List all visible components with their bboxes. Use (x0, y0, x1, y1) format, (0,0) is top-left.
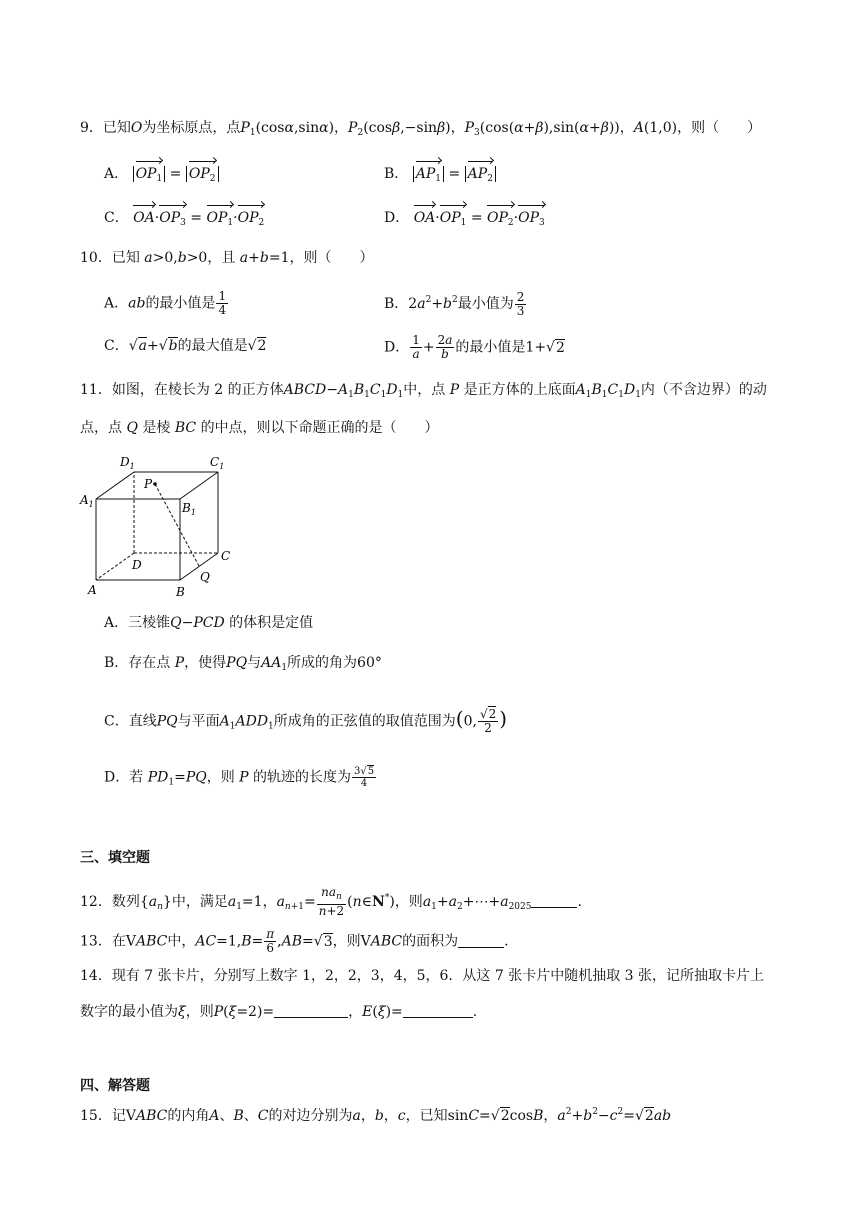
label-c1: $C_1$ (210, 455, 225, 471)
q11-line2-mid: 是棱 (142, 420, 171, 436)
q10-option-c-text: 的最大值是 (177, 338, 248, 354)
q10-stem-pre: 10．已知 (80, 250, 140, 266)
q10-option-b-label: B． (384, 296, 409, 312)
q11-option-b-end: 所成的角为 (287, 655, 358, 671)
q14-line1: 14．现有 7 张卡片，分别写上数字 1，2，2，3，4，5，6．从这 7 张卡片中随机抽取 3 张，记所抽取卡片上 (80, 968, 765, 984)
q15-mid2: 的对边分别为 (268, 1108, 353, 1124)
edge-a1d1 (96, 472, 134, 499)
q10-option-b: B．$2a^2+b^2$最小值为 $\frac{2}{3}$ (384, 289, 525, 318)
q10-option-d-text: 的最小值是 (455, 339, 526, 356)
label-d: D (132, 558, 142, 572)
q10-option-c-label: C． (104, 338, 129, 354)
q9-option-a-label: A． (104, 166, 129, 182)
q14-line2-mid: ，则 (185, 1004, 214, 1020)
label-a1: $A_1$ (80, 493, 94, 509)
q13-mid2: ，则 (332, 933, 361, 950)
segment-pq (155, 484, 199, 566)
q9-stem-pre: 9．已知 (80, 120, 131, 136)
edge-b1c1 (180, 472, 218, 499)
q11-option-a-end: 的体积是定值 (229, 615, 314, 631)
q15: 15．记VABC的内角A、B、C的对边分别为a，b，c，已知sinC=√2cosB，$a^2+b^2-c^2=√2ab$ (80, 1107, 672, 1124)
q12-pre: 12．数列 (80, 894, 140, 910)
q13: 13．在VABC中，AC=1,B= $\frac{\pi}{6}$ ,AB=√3，则VABC的面积为 . (80, 927, 509, 955)
label-p: P (144, 477, 153, 491)
q9-stem-end: ，则（ ） (677, 120, 762, 136)
q11-option-b-pre: B．存在点 (104, 655, 171, 671)
q11-line2-pre: 点，点 (80, 420, 122, 436)
q11-stem-line2: 点，点 Q 是棱 BC 的中点，则以下命题正确的是（ ） (80, 420, 439, 436)
q12-answer-blank (531, 907, 577, 908)
q11-option-d-end: 的轨迹的长度为 (253, 769, 352, 786)
q10-option-c: C．√a+√b的最大值是√2 (104, 338, 267, 354)
q14-line2-pre: 数字的最小值为 (80, 1004, 178, 1020)
q11-option-b-mid2: 与 (247, 655, 262, 671)
q11-option-c-end: 所成角的正弦值的取值范围为 (273, 713, 456, 730)
section-4-title: 四、解答题 (80, 1078, 150, 1094)
q10-stem-end: ，则（ ） (289, 250, 374, 266)
label-q: Q (200, 570, 210, 584)
q11-option-b: B．存在点 P，使得PQ与$AA_1$所成的角为60° (104, 655, 382, 673)
q10-option-a-text: 的最小值是 (145, 295, 216, 312)
q12-mid2: ， (262, 894, 277, 910)
q9-stem: 9．已知O为坐标原点，点$P_1(\cos\alpha,\sin\alpha)$，$P_2(\cos\beta,-\sin\beta)$，$P_3(\cos(\alpha+\beta),\sin(\alpha+\beta))$，A(1,0)，则（ ） (80, 120, 762, 138)
q11-option-d-mid: ，则 (206, 769, 235, 786)
q11-line1-pre: 11．如图，在棱长为 2 的正方体 (80, 382, 284, 398)
q15-end: ， (543, 1108, 558, 1124)
q10-option-a-label: A． (104, 295, 129, 312)
q11-option-a: A．三棱锥Q−PCD 的体积是定值 (104, 615, 314, 631)
label-b1: $B_1$ (182, 501, 196, 517)
q13-end: 的面积为 (402, 933, 459, 950)
q12-mid1: 中，满足 (171, 894, 228, 910)
q15-pre: 15．记 (80, 1108, 126, 1124)
q11-line1-end: 内（不含边界）的动 (640, 382, 767, 398)
q11-line2-end: 的中点，则以下命题正确的是（ ） (200, 420, 439, 436)
q11-option-a-pre: A．三棱锥 (104, 615, 171, 631)
q9-stem-mid: 为坐标原点，点 (142, 120, 241, 136)
label-c: C (221, 549, 231, 563)
q11-option-c: C．直线PQ与平面$A_1ADD_1$所成角的正弦值的取值范围为(0, $\frac{√2}{2}$ ) (104, 706, 508, 735)
q15-mid: 的内角 (167, 1108, 210, 1124)
section-3-title: 三、填空题 (80, 850, 150, 866)
q11-option-c-mid: 与平面 (177, 713, 220, 730)
q9-option-b-label: B． (384, 166, 409, 182)
cube-figure (76, 448, 246, 598)
q9-option-b: B． $AP_1 = AP_2$ (384, 164, 496, 189)
q12: 12．数列$\{a_n\}$中，满足$a_1=1$，$a_{n+1}=$ $\frac{na_n}{n+2}$ (n∈N*)，则$a_1+a_2+\cdots+a_{2025}$ . (80, 885, 582, 918)
q11-line1-mid2: 是正方体的上底面 (463, 382, 576, 398)
q10-stem: 10．已知 a>0,b>0，且 a+b=1，则（ ） (80, 250, 374, 266)
edge-bc (180, 553, 218, 580)
q10-option-d-label: D． (384, 339, 410, 356)
q14-answer-blank-1 (274, 1017, 348, 1018)
q10-option-b-text: 最小值为 (457, 296, 514, 312)
q13-answer-blank (458, 947, 504, 948)
q13-mid: 中， (167, 933, 196, 950)
q13-pre: 13．在 (80, 933, 126, 950)
q9-option-d: D． $OA\cdot OP_1 = OP_2\cdot OP_3$ (384, 208, 545, 233)
edge-da (96, 553, 134, 580)
q11-option-d-pre: D．若 (104, 769, 144, 786)
q14-line2: 数字的最小值为ξ，则P(ξ=2)= ，E(ξ)= . (80, 1004, 478, 1020)
q10-option-a: A．ab的最小值是 $\frac{1}{4}$ (104, 289, 227, 317)
q11-option-c-pre: C．直线 (104, 713, 157, 730)
q12-end: ，则 (394, 894, 423, 910)
label-a: A (88, 583, 97, 597)
q10-option-d: D． $\frac{1}{a}$ + $\frac{2a}{b}$ 的最小值是1+√2 (384, 333, 565, 361)
q9-option-c: C． $OA\cdot OP_3 = OP_1\cdot OP_2$ (104, 208, 264, 233)
q14-answer-blank-2 (403, 1017, 473, 1018)
q9-option-a: A． $OP_1 = OP_2$ (104, 164, 219, 189)
label-b: B (176, 585, 185, 598)
q9-option-c-label: C． (104, 210, 129, 226)
point-p (153, 482, 157, 486)
q15-mid3: ，已知 (405, 1108, 448, 1124)
q11-stem-line1: 11．如图，在棱长为 2 的正方体$ABCD-A_1B_1C_1D_1$中，点 P 是正方体的上底面$A_1B_1C_1D_1$内（不含边界）的动 (80, 382, 767, 400)
q11-option-b-mid: ，使得 (184, 655, 227, 671)
q10-stem-mid: ，且 (207, 250, 236, 266)
q9-option-d-label: D． (384, 210, 410, 226)
q11-option-d: D．若 $PD_1=PQ$，则 P 的轨迹的长度为 $\frac{3√5}{4}$ (104, 766, 375, 789)
label-d1: $D_1$ (120, 455, 135, 471)
q11-line1-mid: 中，点 (403, 382, 446, 398)
